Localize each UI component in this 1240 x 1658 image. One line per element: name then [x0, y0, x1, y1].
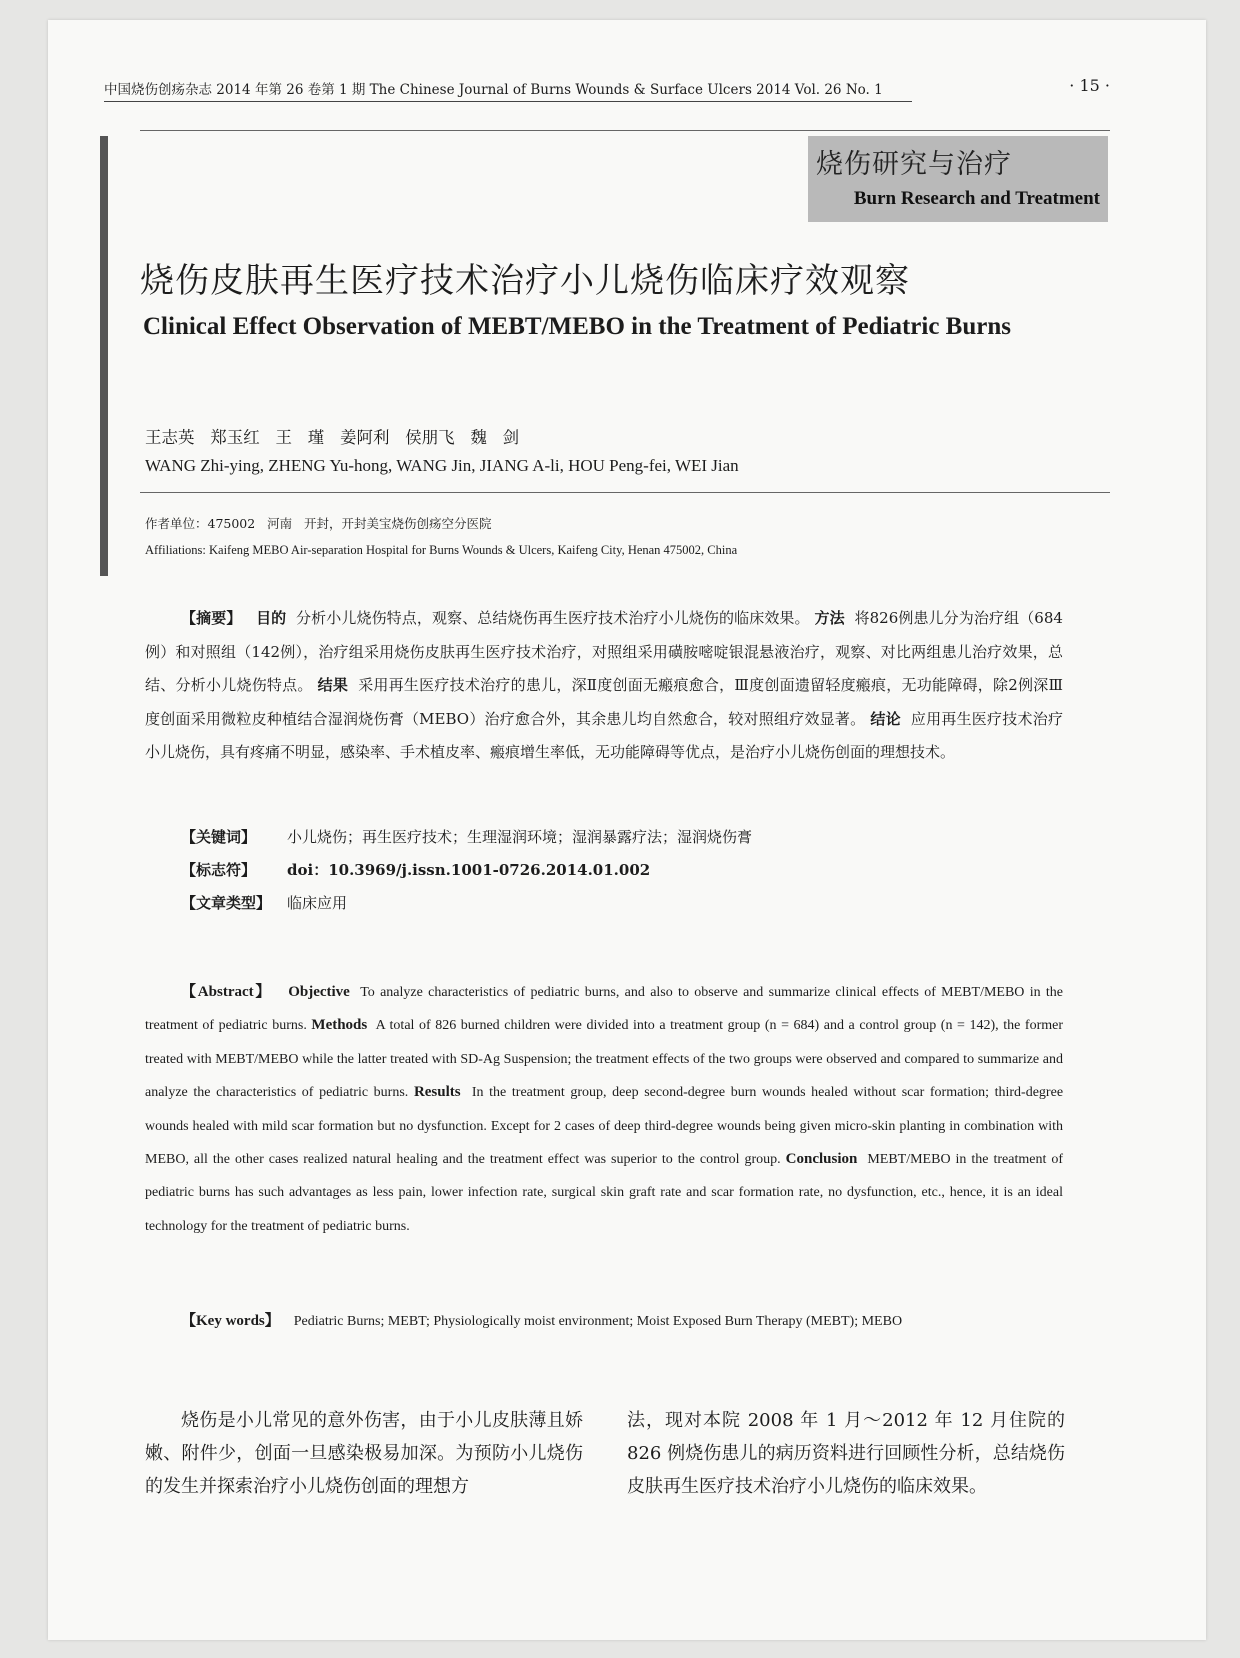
- body-text-left-column: 烧伤是小儿常见的意外伤害，由于小儿皮肤薄且娇嫩、附件少，创面一旦感染极易加深。为预防小儿烧伤的发生并探索治疗小儿烧伤创面的理想方: [145, 1410, 583, 1497]
- article-type-value: 临床应用: [287, 894, 348, 912]
- keywords-cn-row: [181, 826, 752, 847]
- objective-text-en: To analyze characteristics of pediatric burns, and also to observe and summarize clinical effects of MEBT/MEBO in the treatment of pediatric burns.: [145, 985, 1064, 1034]
- methods-label-en: Methods: [311, 1017, 368, 1034]
- results-label-cn: 结果: [317, 676, 349, 694]
- doi-label: 【标志符】: [181, 861, 257, 879]
- methods-label-cn: 方法: [814, 609, 845, 627]
- article-title-cn: 烧伤皮肤再生医疗技术治疗小儿烧伤临床疗效观察: [140, 261, 910, 301]
- methods-text-en: A total of 826 burned children were divided into a treatment group (n = 684) and a control group (n = 142), the former treated with MEBT/MEBO while the latter treated with SD-Ag Suspension; the treatment effects of the two groups were observed and compared to summarize and analyze the characteristics of pediatric burns.: [145, 1018, 1064, 1101]
- objective-label-cn: 目的: [256, 609, 287, 627]
- article-title-en: Clinical Effect Observation of MEBT/MEBO in the Treatment of Pediatric Burns: [143, 313, 1011, 340]
- abstract-cn: [145, 602, 1063, 770]
- results-text-en: In the treatment group, deep second-degree burn wounds healed without scar formation; third-degree wounds healed with mild scar formation but no dysfunction. Except for 2 cases of deep third-degree wounds being given micro-skin planting in combination with MEBO, all the other cases realized natural healing and the treatment effect was superior to the control group.: [145, 1085, 1064, 1168]
- keywords-cn-value: 小儿烧伤；再生医疗技术；生理湿润环境；湿润暴露疗法；湿润烧伤膏: [287, 828, 753, 846]
- abstract-en-label: 【Abstract】: [181, 984, 273, 1000]
- doi-row: [181, 859, 650, 880]
- keywords-cn-label: 【关键词】: [181, 828, 257, 846]
- keywords-en-value: Pediatric Burns; MEBT; Physiologically moist environment; Moist Exposed Burn Therapy (MEBT); MEBO: [293, 1314, 903, 1329]
- page-number: · 15 ·: [1069, 76, 1110, 95]
- body-text-right-column: 法，现对本院 2008 年 1 月～2012 年 12 月住院的 826 例烧伤患儿的病历资料进行回顾性分析，总结烧伤皮肤再生医疗技术治疗小儿烧伤的临床效果。: [627, 1410, 1065, 1497]
- conclusion-label-cn: 结论: [870, 709, 901, 728]
- objective-label-en: Objective: [288, 984, 350, 1000]
- results-label-en: Results: [413, 1084, 461, 1101]
- section-rule: [140, 130, 1110, 131]
- authors-en: WANG Zhi-ying, ZHENG Yu-hong, WANG Jin, JIANG A-li, HOU Peng-fei, WEI Jian: [145, 456, 739, 475]
- affiliation-cn: 作者单位：475002 河南 开封，开封美宝烧伤创疡空分医院: [145, 516, 492, 531]
- conclusion-text-en: MEBT/MEBO in the treatment of pediatric burns has such advantages as less pain, lower infection rate, surgical skin graft rate and scar formation rate, no dysfunction, etc., hence, it is an ideal technology for the treatment of pediatric burns.: [145, 1152, 1064, 1234]
- abstract-cn-label: 【摘要】: [181, 609, 242, 627]
- conclusion-text-cn: 应用再生医疗技术治疗小儿烧伤，具有疼痛不明显，感染率、手术植皮率、瘢痕增生率低，无功能障碍等优点，是治疗小儿烧伤创面的理想技术。: [145, 709, 1063, 761]
- authors-cn: 王志英 郑玉红 王 瑾 姜阿利 侯朋飞 魏 剑: [145, 428, 520, 447]
- affiliation-en: Affiliations: Kaifeng MEBO Air-separation Hospital for Burns Wounds & Ulcers, Kaifeng City, Henan 475002, China: [145, 543, 738, 557]
- abstract-en: [145, 976, 1063, 1243]
- article-type-row: [181, 892, 347, 913]
- results-text-cn: 采用再生医疗技术治疗的患儿，深Ⅱ度创面无瘢痕愈合，Ⅲ度创面遗留轻度瘢痕，无功能障碍，除2例深Ⅲ度创面采用微粒皮种植结合湿润烧伤膏（MEBO）治疗愈合外，其余患儿均自然愈合，较对照组疗效显著。: [145, 676, 1063, 728]
- methods-text-cn: 将826例患儿分为治疗组（684例）和对照组（142例），治疗组采用烧伤皮肤再生医疗技术治疗，对照组采用磺胺嘧啶银混悬液治疗，观察、对比两组患儿治疗效果，总结、分析小儿烧伤特点。: [145, 609, 1063, 694]
- keywords-en: [145, 1306, 1065, 1337]
- objective-text-cn: 分析小儿烧伤特点，观察、总结烧伤再生医疗技术治疗小儿烧伤的临床效果。: [296, 609, 810, 627]
- column-title-en: Burn Research and Treatment: [853, 188, 1100, 209]
- column-title-cn: 烧伤研究与治疗: [816, 149, 1012, 180]
- affiliation-rule: [140, 492, 1110, 493]
- keywords-en-label: 【Key words】: [181, 1313, 280, 1329]
- conclusion-label-en: Conclusion: [785, 1151, 858, 1168]
- title-side-bar: [100, 136, 108, 576]
- header-rule: [104, 101, 912, 102]
- doi-value: doi：10.3969/j.issn.1001-0726.2014.01.002: [287, 861, 651, 879]
- running-header: 中国烧伤创疡杂志 2014 年第 26 卷第 1 期 The Chinese Journal of Burns Wounds & Surface Ulcers 2014 Vol. 26 No. 1: [104, 82, 883, 98]
- article-type-label: 【文章类型】: [181, 894, 272, 912]
